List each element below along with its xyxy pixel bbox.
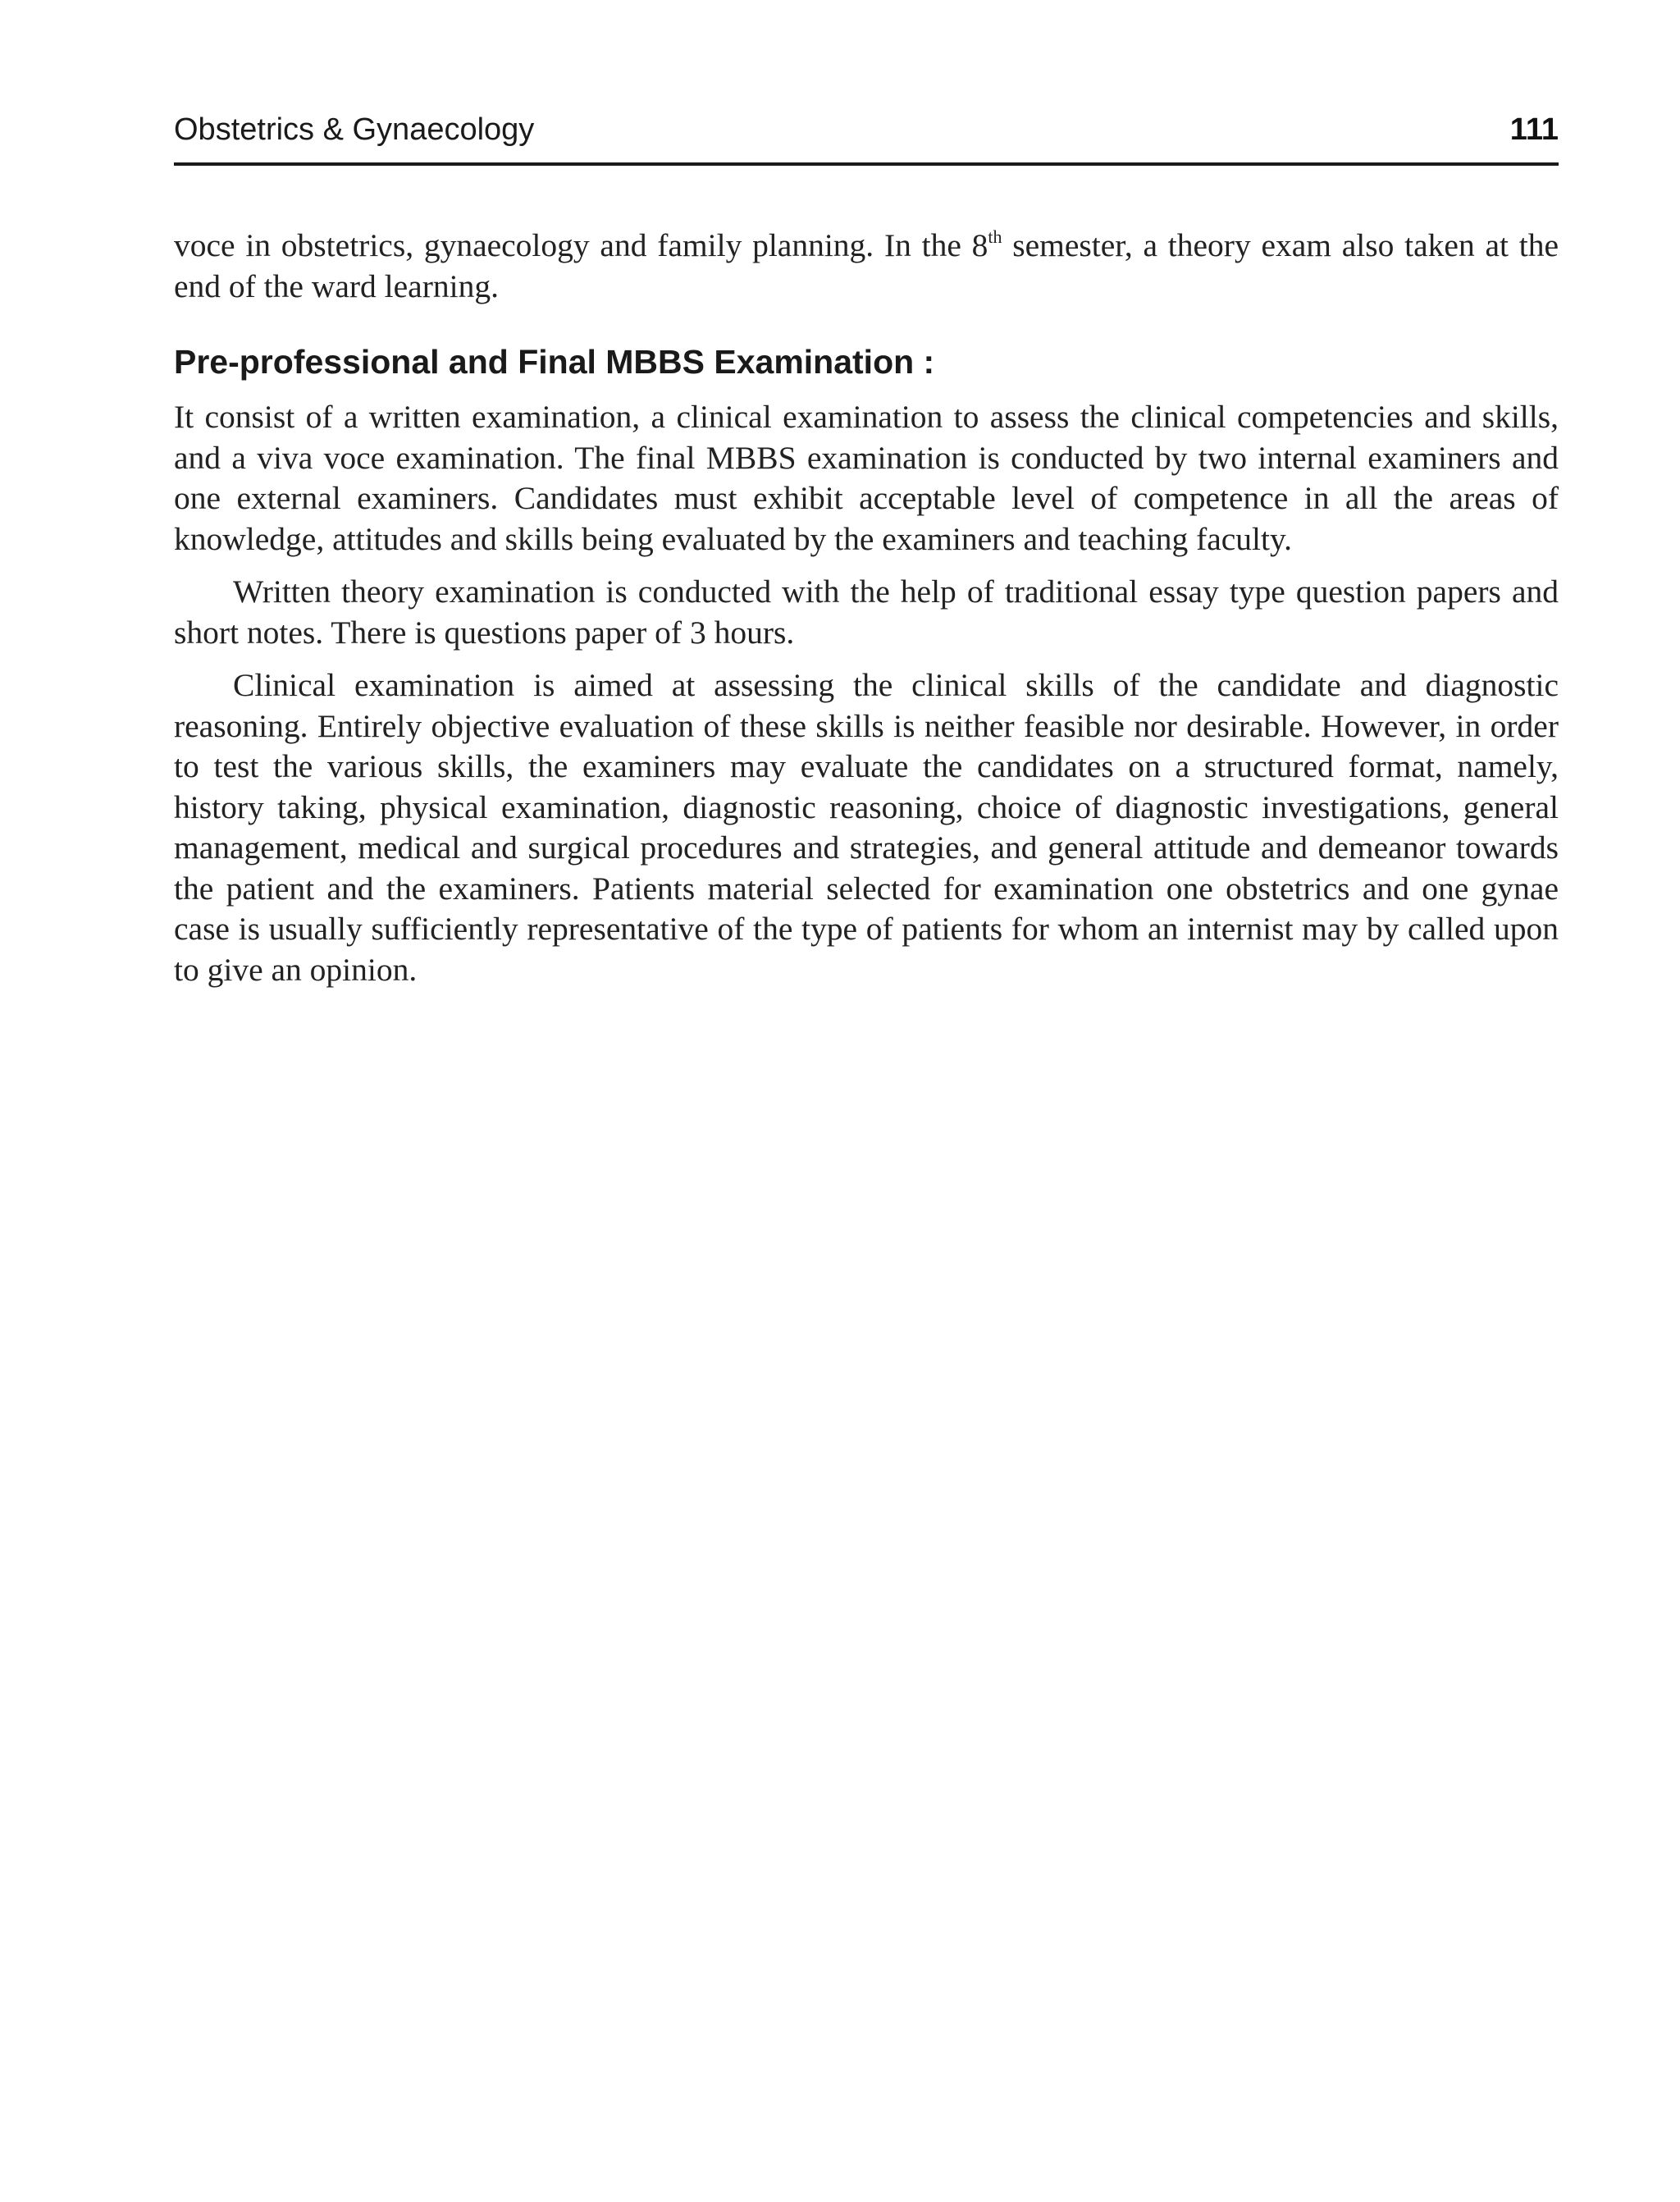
running-title: Obstetrics & Gynaecology — [174, 112, 535, 147]
intro-text-after: semester, a theory exam also taken at the end of the ward learning. — [174, 227, 1559, 304]
section-heading: Pre-professional and Final MBBS Examination : — [174, 343, 935, 381]
paragraph-written-theory: Written theory examination is conducted with the help of traditional essay type question papers and short notes. There is questions paper of 3 hours. — [174, 573, 1559, 651]
ordinal-superscript: th — [988, 226, 1002, 247]
intro-text-before: voce in obstetrics, gynaecology and family planning. In the 8 — [174, 227, 988, 263]
intro-paragraph — [174, 226, 1559, 307]
paragraph-exam-overview: It consist of a written examination, a clinical examination to assess the clinical competencies and skills, and a viva voce examination. The final MBBS examination is conducted by two internal examiners and one external examiners. Candidates must exhibit acceptable level of competence in all the areas of knowledge, attitudes and skills being evaluated by the examiners and teaching faculty. — [174, 399, 1559, 557]
body-text — [174, 226, 1559, 1003]
paragraph-clinical-exam: Clinical examination is aimed at assessing the clinical skills of the candidate and diagnostic reasoning. Entirely objective evaluation of these skills is neither feasible nor desirable. However, in order to test the various skills, the examiners may evaluate the candidates on a structured format, namely, history taking, physical examination, diagnostic reasoning, choice of diagnostic investigations, general management, medical and surgical procedures and strategies, and general attitude and demeanor towards the patient and the examiners. Patients material selected for examination one obstetrics and one gynae case is usually sufficiently representative of the type of patients for whom an internist may by called upon to give an opinion. — [174, 667, 1559, 988]
running-header — [174, 108, 1559, 166]
page-number: 111 — [1509, 112, 1559, 147]
